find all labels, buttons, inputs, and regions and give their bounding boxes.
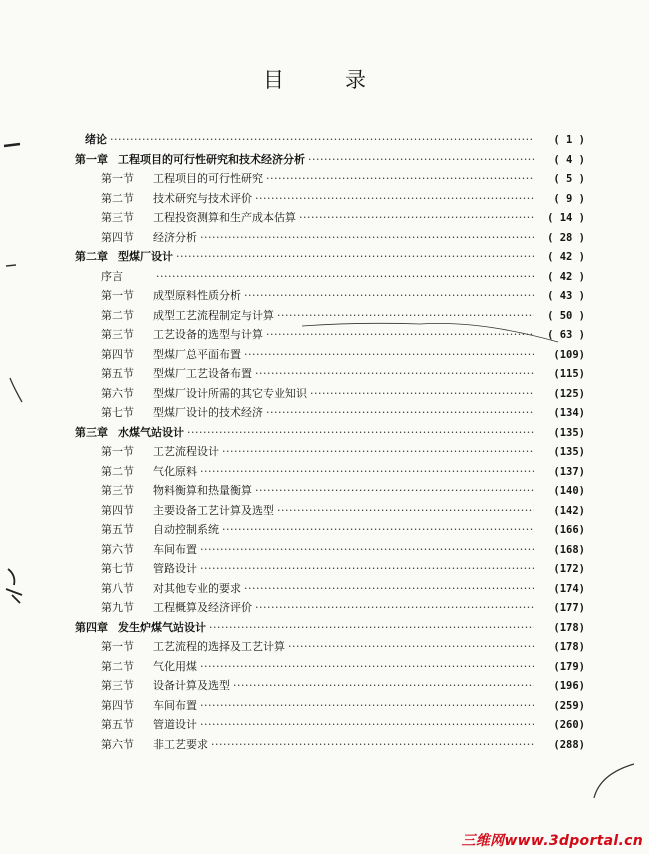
dot-leader xyxy=(299,211,534,224)
entry-title: 气化原料 xyxy=(153,464,197,478)
dot-leader xyxy=(200,660,534,673)
entry-page-number: (134) xyxy=(553,407,585,419)
entry-number: 第六节 xyxy=(101,737,134,751)
entry-title: 车间布置 xyxy=(153,542,197,556)
dot-leader xyxy=(244,582,534,595)
entry-number: 第四节 xyxy=(101,230,134,244)
entry-title: 设备计算及选型 xyxy=(153,679,230,692)
pen-stroke-1 xyxy=(300,312,560,348)
entry-number: 第三节 xyxy=(101,484,134,497)
entry-title: 发生炉煤气站设计 xyxy=(118,620,206,634)
toc-section-entry xyxy=(75,346,585,366)
dot-leader xyxy=(255,192,534,205)
entry-title: 型煤厂设计的技术经济 xyxy=(153,406,263,419)
entry-number: 第二章 xyxy=(75,250,108,263)
entry-number: 第八节 xyxy=(101,581,134,595)
entry-number: 第四章 xyxy=(75,620,108,634)
entry-number: 第七节 xyxy=(101,406,134,419)
toc-section-entry xyxy=(75,170,585,190)
toc-section-entry xyxy=(75,443,585,463)
entry-page-number: ( 5 ) xyxy=(553,173,585,185)
entry-number: 第三章 xyxy=(75,425,108,439)
dot-leader xyxy=(310,387,534,400)
entry-title: 绪论 xyxy=(85,133,107,146)
entry-page-number: (178) xyxy=(553,621,585,634)
page-title: 目 录 xyxy=(263,68,386,92)
entry-page-number: (259) xyxy=(553,699,585,712)
scan-mark-left-3 xyxy=(6,376,26,406)
entry-page-number: ( 4 ) xyxy=(553,153,585,166)
entry-number: 第五节 xyxy=(101,718,134,731)
entry-title: 工程概算及经济评价 xyxy=(153,601,252,614)
table-of-contents xyxy=(75,131,585,755)
entry-title: 技术研究与技术评价 xyxy=(153,191,252,205)
toc-section-entry xyxy=(75,599,585,619)
toc-section-entry xyxy=(75,209,585,229)
entry-page-number: ( 42 ) xyxy=(547,270,585,283)
entry-page-number: (135) xyxy=(553,426,585,439)
dot-leader xyxy=(200,465,534,478)
entry-title: 工艺流程设计 xyxy=(153,445,219,458)
entry-page-number: ( 50 ) xyxy=(547,309,585,322)
entry-title: 管道设计 xyxy=(153,718,197,731)
entry-number: 第九节 xyxy=(101,601,134,614)
dot-leader xyxy=(209,621,534,634)
entry-number: 第二节 xyxy=(101,659,134,673)
entry-title: 物料衡算和热量衡算 xyxy=(153,484,252,497)
entry-number: 第三节 xyxy=(101,211,134,224)
toc-chapter-entry xyxy=(75,424,585,444)
entry-page-number: (137) xyxy=(553,465,585,478)
toc-section-entry xyxy=(75,638,585,658)
entry-page-number: ( 1 ) xyxy=(553,134,585,146)
entry-page-number: (109) xyxy=(553,348,585,361)
entry-title: 工程项目的可行性研究 xyxy=(153,172,263,185)
entry-number: 第三节 xyxy=(101,328,134,341)
entry-page-number: (177) xyxy=(553,602,585,614)
site-watermark: 三维网www.3dportal.cn xyxy=(461,833,643,849)
entry-page-number: ( 63 ) xyxy=(547,329,585,341)
toc-section-entry xyxy=(75,365,585,385)
toc-section-entry xyxy=(75,229,585,249)
toc-chapter-entry xyxy=(75,619,585,639)
entry-title: 型煤厂设计 xyxy=(118,250,173,263)
entry-number: 第一节 xyxy=(101,640,134,653)
toc-section-entry xyxy=(75,560,585,580)
entry-title: 成型工艺流程制定与计算 xyxy=(153,308,274,322)
entry-title: 工艺设备的选型与计算 xyxy=(153,328,263,341)
toc-chapter-entry xyxy=(75,131,585,151)
entry-title: 管路设计 xyxy=(153,562,197,575)
dot-leader xyxy=(176,250,534,263)
entry-number: 第一节 xyxy=(101,289,134,302)
entry-title: 经济分析 xyxy=(153,230,197,244)
dot-leader xyxy=(255,601,534,614)
entry-number: 第六节 xyxy=(101,542,134,556)
toc-section-entry xyxy=(75,268,585,288)
toc-section-entry xyxy=(75,677,585,697)
entry-number: 第四节 xyxy=(101,698,134,712)
entry-page-number: (179) xyxy=(553,660,585,673)
toc-section-entry xyxy=(75,521,585,541)
dot-leader xyxy=(255,367,534,380)
entry-title: 型煤厂设计所需的其它专业知识 xyxy=(153,386,307,400)
dot-leader xyxy=(288,640,534,653)
dot-leader xyxy=(200,231,534,244)
toc-chapter-entry xyxy=(75,151,585,171)
entry-title: 主要设备工艺计算及选型 xyxy=(153,503,274,517)
toc-chapter-entry xyxy=(75,248,585,268)
entry-number: 第五节 xyxy=(101,367,134,380)
toc-section-entry xyxy=(75,482,585,502)
dot-leader xyxy=(308,153,534,166)
dot-leader xyxy=(200,699,534,712)
toc-section-entry xyxy=(75,385,585,405)
entry-page-number: (166) xyxy=(553,524,585,536)
toc-section-entry xyxy=(75,580,585,600)
entry-title: 水煤气站设计 xyxy=(118,425,184,439)
toc-section-entry xyxy=(75,287,585,307)
scan-mark-left-2 xyxy=(4,262,20,270)
toc-section-entry xyxy=(75,502,585,522)
toc-section-entry xyxy=(75,190,585,210)
entry-title: 工艺流程的选择及工艺计算 xyxy=(153,640,285,653)
pen-stroke-2 xyxy=(590,760,640,800)
entry-number: 第四节 xyxy=(101,347,134,361)
entry-page-number: (172) xyxy=(553,563,585,575)
entry-page-number: (260) xyxy=(553,719,585,731)
entry-number: 第一章 xyxy=(75,152,108,166)
entry-page-number: (115) xyxy=(553,368,585,380)
entry-number: 序言 xyxy=(101,269,123,283)
entry-page-number: (142) xyxy=(553,504,585,517)
dot-leader xyxy=(244,289,534,302)
scan-mark-left-4 xyxy=(2,565,30,605)
entry-number: 第一节 xyxy=(101,445,134,458)
dot-leader xyxy=(222,523,534,536)
entry-number: 第二节 xyxy=(101,191,134,205)
entry-page-number: ( 14 ) xyxy=(547,212,585,224)
entry-title: 工程投资测算和生产成本估算 xyxy=(153,211,296,224)
entry-title: 自动控制系统 xyxy=(153,523,219,536)
entry-page-number: (125) xyxy=(553,387,585,400)
scan-mark-left-1 xyxy=(2,140,22,150)
entry-title: 气化用煤 xyxy=(153,659,197,673)
entry-page-number: ( 9 ) xyxy=(553,192,585,205)
dot-leader xyxy=(211,738,534,751)
dot-leader xyxy=(255,484,534,497)
entry-title: 对其他专业的要求 xyxy=(153,581,241,595)
entry-number: 第二节 xyxy=(101,308,134,322)
dot-leader xyxy=(200,562,534,575)
toc-section-entry xyxy=(75,716,585,736)
entry-number: 第六节 xyxy=(101,386,134,400)
entry-number: 第二节 xyxy=(101,464,134,478)
entry-title: 工程项目的可行性研究和技术经济分析 xyxy=(118,152,305,166)
entry-page-number: (135) xyxy=(553,446,585,458)
entry-title: 成型原料性质分析 xyxy=(153,289,241,302)
entry-title: 非工艺要求 xyxy=(153,737,208,751)
toc-section-entry xyxy=(75,697,585,717)
entry-page-number: ( 28 ) xyxy=(547,231,585,244)
entry-page-number: (178) xyxy=(553,641,585,653)
dot-leader xyxy=(233,679,534,692)
toc-section-entry xyxy=(75,541,585,561)
entry-page-number: (174) xyxy=(553,582,585,595)
toc-section-entry xyxy=(75,463,585,483)
dot-leader xyxy=(200,718,534,731)
entry-page-number: (168) xyxy=(553,543,585,556)
entry-title: 型煤厂总平面布置 xyxy=(153,347,241,361)
entry-page-number: (140) xyxy=(553,485,585,497)
entry-page-number: (288) xyxy=(553,738,585,751)
dot-leader xyxy=(156,270,534,283)
dot-leader xyxy=(187,426,534,439)
entry-number: 第四节 xyxy=(101,503,134,517)
entry-page-number: ( 43 ) xyxy=(547,290,585,302)
entry-number: 第三节 xyxy=(101,679,134,692)
dot-leader xyxy=(222,445,534,458)
dot-leader xyxy=(110,133,534,146)
entry-number: 第一节 xyxy=(101,172,134,185)
entry-page-number: ( 42 ) xyxy=(547,251,585,263)
toc-section-entry xyxy=(75,658,585,678)
dot-leader xyxy=(244,348,534,361)
entry-title: 车间布置 xyxy=(153,698,197,712)
dot-leader xyxy=(266,406,534,419)
entry-number: 第五节 xyxy=(101,523,134,536)
dot-leader xyxy=(277,504,534,517)
entry-title: 型煤厂工艺设备布置 xyxy=(153,367,252,380)
dot-leader xyxy=(200,543,534,556)
toc-section-entry xyxy=(75,736,585,756)
dot-leader xyxy=(266,172,534,185)
entry-page-number: (196) xyxy=(553,680,585,692)
entry-number: 第七节 xyxy=(101,562,134,575)
toc-section-entry xyxy=(75,404,585,424)
